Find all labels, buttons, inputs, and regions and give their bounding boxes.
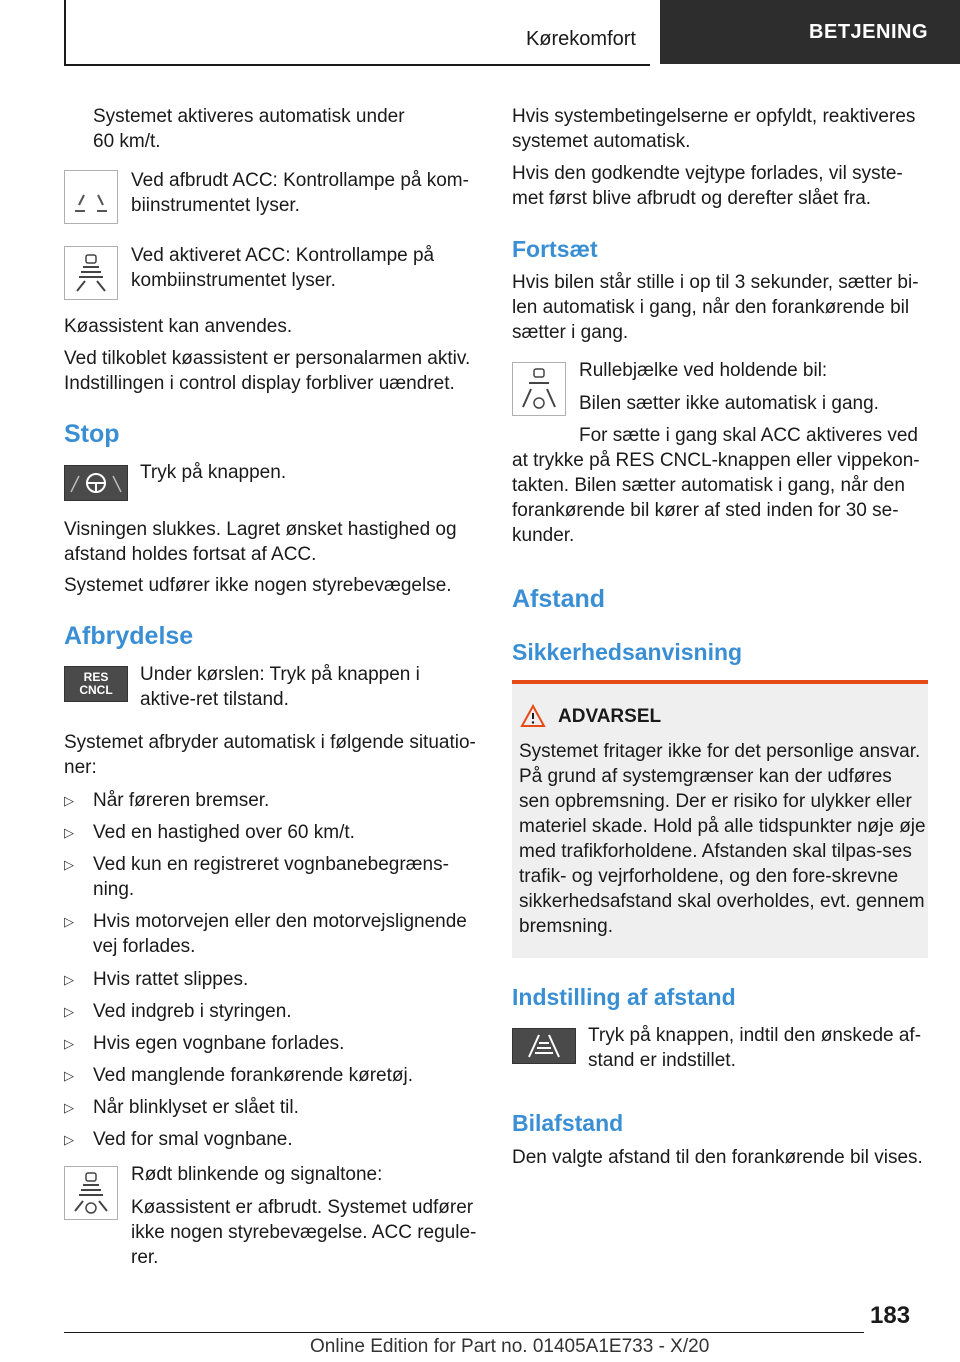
triangle-bullet-icon: ▷ bbox=[64, 1068, 74, 1083]
afbrydelse-para: Systemet afbryder automatisk i følgende situatio-ner: bbox=[64, 732, 476, 778]
acc-interrupted-lamp-icon bbox=[64, 170, 118, 224]
afbrydelse-text: Under kørslen: Tryk på knappen i aktive-ret tilstand. bbox=[140, 664, 420, 710]
bilafstand-para: Den valgte afstand til den forankørende bil vises. bbox=[512, 1147, 923, 1168]
red-blink-title: Rødt blinkende og signaltone: bbox=[131, 1164, 383, 1185]
warning-text: Systemet fritager ikke for det personlige ansvar. På grund af systemgrænser kan der udføres sen opbremsning. Der er risiko for ulykker eller materiel skade. Hold på alle tidspunkter nøje øje med trafikforholdene. Afstanden skal tilpas-ses trafik- og vejrforholdene, og den fore-skrevne sikkerhedsafstand skal overholdes, evt. gennem bremsning. bbox=[519, 741, 926, 937]
heading-afstand: Afstand bbox=[512, 585, 606, 613]
edition-text: Online Edition for Part no. 01405A1E733 - X/20 bbox=[310, 1336, 710, 1357]
triangle-bullet-icon: ▷ bbox=[64, 914, 74, 929]
header-rule bbox=[64, 0, 66, 64]
triangle-bullet-icon: ▷ bbox=[64, 825, 74, 840]
heading-sikkerhedsanvisning: Sikkerhedsanvisning bbox=[512, 639, 743, 665]
warning-triangle-icon bbox=[520, 704, 546, 733]
rolling-bar-para: For sætte i gang skal ACC aktiveres ved at trykke på RES CNCL-knappen eller vippekon-takten. Bilen sætter automatisk i gang, når den forankørende bil kører af sted inden for 30 se-kunder. bbox=[512, 425, 920, 546]
stop-para-1: Visningen slukkes. Lagret ønsket hastighed og afstand holdes fortsat af ACC. bbox=[64, 519, 457, 565]
right-para-1: Hvis systembetingelserne er opfyldt, reaktiveres systemet automatisk. bbox=[512, 106, 916, 152]
queue-assistant-red-lamp-icon bbox=[64, 1166, 118, 1220]
para-intro: Systemet aktiveres automatisk under 60 km/t. bbox=[93, 106, 405, 152]
chapter-tab-label: BETJENING bbox=[809, 20, 928, 43]
rolling-bar-text: Bilen sætter ikke automatisk i gang. bbox=[579, 393, 879, 414]
triangle-bullet-icon: ▷ bbox=[64, 1036, 74, 1051]
heading-stop: Stop bbox=[64, 420, 120, 448]
rolling-bar-lamp-icon bbox=[512, 362, 566, 416]
para-queue-active: Ved tilkoblet køassistent er personalarmen aktiv. Indstillingen i control display forbliver uændret. bbox=[64, 348, 471, 394]
distance-button-icon bbox=[512, 1028, 576, 1064]
fortsaet-para: Hvis bilen står stille i op til 3 sekunder, sætter bi-len automatisk i gang, når den forankørende bil sætter i gang. bbox=[512, 272, 919, 343]
heading-fortsaet: Fortsæt bbox=[512, 236, 598, 262]
footer-rule bbox=[64, 1332, 864, 1333]
cncl-label: CNCL bbox=[79, 683, 113, 697]
icon-text-acc-interrupted: Ved afbrudt ACC: Kontrollampe på kom-biinstrumentet lyser. bbox=[131, 170, 469, 216]
right-para-2: Hvis den godkendte vejtype forlades, vil syste-met først blive afbrudt og derefter slået fra. bbox=[512, 163, 903, 209]
triangle-bullet-icon: ▷ bbox=[64, 1004, 74, 1019]
res-label: RES bbox=[83, 670, 109, 684]
header-line bbox=[64, 64, 650, 66]
triangle-bullet-icon: ▷ bbox=[64, 1100, 74, 1115]
triangle-bullet-icon: ▷ bbox=[64, 972, 74, 987]
triangle-bullet-icon: ▷ bbox=[64, 857, 74, 872]
stop-para-2: Systemet udfører ikke nogen styrebevægelse. bbox=[64, 575, 452, 596]
heading-bilafstand: Bilafstand bbox=[512, 1110, 624, 1136]
para-queue-assistant: Køassistent kan anvendes. bbox=[64, 316, 293, 337]
stop-text: Tryk på knappen. bbox=[140, 462, 287, 483]
acc-active-lamp-icon bbox=[64, 246, 118, 300]
red-blink-text: Køassistent er afbrudt. Systemet udfører ikke nogen styrebevægelse. ACC regule-rer. bbox=[131, 1197, 477, 1268]
triangle-bullet-icon: ▷ bbox=[64, 793, 74, 808]
warning-title: ADVARSEL bbox=[558, 706, 662, 727]
page-number: 183 bbox=[870, 1302, 911, 1329]
rolling-bar-title: Rullebjælke ved holdende bil: bbox=[579, 360, 828, 381]
icon-text-acc-active: Ved aktiveret ACC: Kontrollampe på kombiinstrumentet lyser. bbox=[131, 245, 435, 291]
indstilling-text: Tryk på knappen, indtil den ønskede af-stand er indstillet. bbox=[588, 1025, 922, 1071]
heading-indstilling-af-afstand: Indstilling af afstand bbox=[512, 984, 736, 1010]
section-title: Kørekomfort bbox=[525, 28, 636, 50]
chapter-tab bbox=[660, 0, 960, 64]
res-cncl-button-icon bbox=[64, 666, 128, 702]
steering-wheel-button-icon bbox=[64, 465, 128, 501]
triangle-bullet-icon: ▷ bbox=[64, 1132, 74, 1147]
heading-afbrydelse: Afbrydelse bbox=[64, 622, 194, 650]
